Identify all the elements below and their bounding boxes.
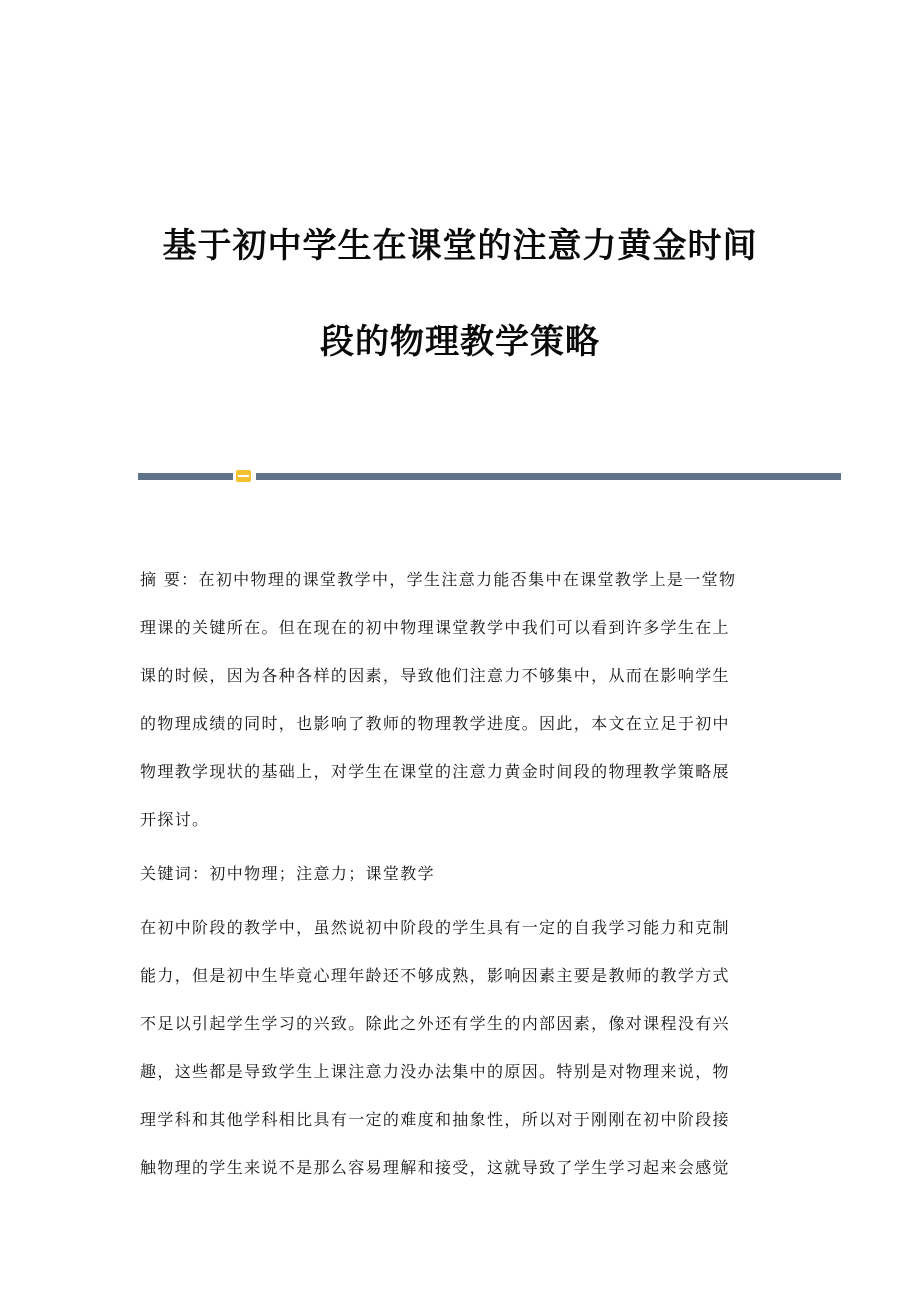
title-divider <box>138 470 841 482</box>
document-title-line-1: 基于初中学生在课堂的注意力黄金时间 <box>162 226 758 266</box>
document-title-line-2: 段的物理教学策略 <box>320 322 600 362</box>
abstract-line: 摘 要：在初中物理的课堂教学中，学生注意力能否集中在课堂教学上是一堂物 <box>140 570 737 589</box>
abstract-line: 物理教学现状的基础上，对学生在课堂的注意力黄金时间段的物理教学策略展 <box>140 762 730 781</box>
abstract-line: 的物理成绩的同时，也影响了教师的物理教学进度。因此，本文在立足于初中 <box>140 714 730 733</box>
abstract-line: 课的时候，因为各种各样的因素，导致他们注意力不够集中，从而在影响学生 <box>140 666 730 685</box>
paragraph-line: 趣，这些都是导致学生上课注意力没办法集中的原因。特别是对物理来说，物 <box>140 1062 730 1081</box>
paragraph-line: 触物理的学生来说不是那么容易理解和接受，这就导致了学生学习起来会感觉 <box>140 1158 730 1177</box>
paragraph-line: 不足以引起学生学习的兴致。除此之外还有学生的内部因素，像对课程没有兴 <box>140 1014 730 1033</box>
keywords: 关键词：初中物理；注意力；课堂教学 <box>140 864 435 883</box>
abstract-line: 理课的关键所在。但在现在的初中物理课堂教学中我们可以看到许多学生在上 <box>140 618 730 637</box>
paragraph-line: 在初中阶段的教学中，虽然说初中阶段的学生具有一定的自我学习能力和克制 <box>140 918 730 937</box>
divider-bar-left <box>138 473 233 480</box>
body-paragraph <box>140 912 780 1200</box>
divider-bar-right <box>256 473 841 480</box>
paragraph-line: 理学科和其他学科相比具有一定的难度和抽象性，所以对于刚刚在初中阶段接 <box>140 1110 730 1129</box>
abstract-line: 开探讨。 <box>140 810 210 829</box>
divider-ornament-icon <box>236 470 251 482</box>
paragraph-line: 能力，但是初中生毕竟心理年龄还不够成熟，影响因素主要是教师的教学方式 <box>140 966 730 985</box>
abstract <box>140 564 780 852</box>
